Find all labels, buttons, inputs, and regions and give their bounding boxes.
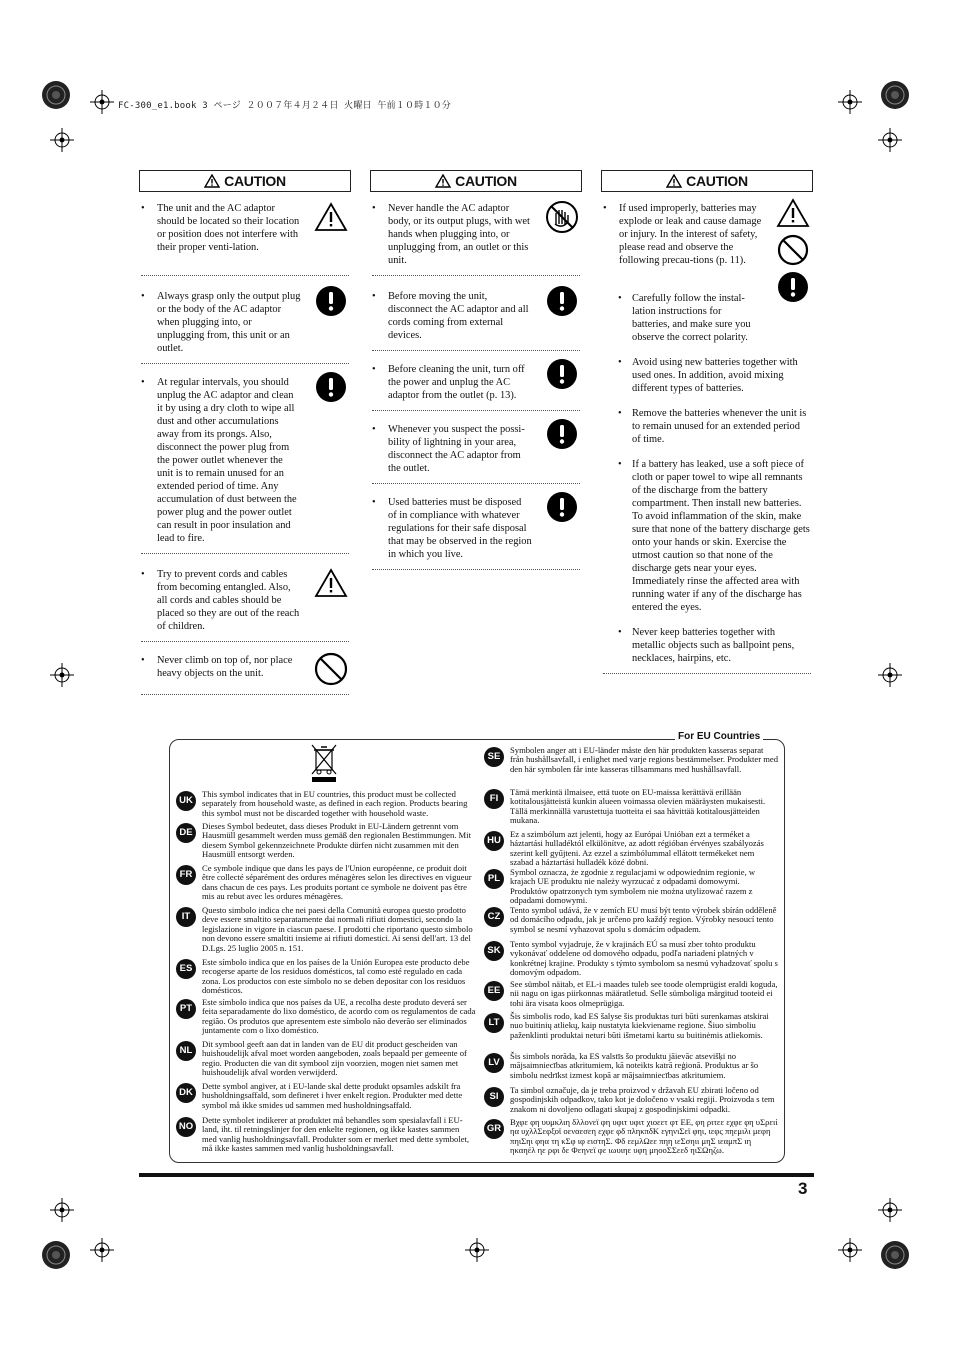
registration-mark-icon bbox=[50, 1198, 74, 1222]
caution-text: Whenever you suspect the possi-bility of lightning in your area, disconnect the AC adaptor from the outlet. bbox=[388, 424, 525, 474]
color-target-icon bbox=[41, 80, 71, 110]
caution-item: • Never climb on top of, nor place heavy objects on the unit. bbox=[139, 654, 351, 684]
color-target-icon bbox=[880, 80, 910, 110]
prohibited-icon bbox=[314, 652, 348, 686]
caution-column-2 bbox=[370, 170, 582, 570]
country-disposal-text: Šis simbolis rodo, kad ES šalyse šis produktas turi būti surenkamas atskirai nuo buitinių atliekų, kaip nustatyta kiekviename regione. Šiuo simboliu paženklinti produktai neturi būti išmetami kartu su buitinėmis atliekomis. bbox=[510, 1011, 769, 1040]
country-disposal-text: Tento symbol udává, že v zemích EU musí být tento výrobek sbírán odděleně od domácího odpadu, jak je určeno pro každý region. Výrobky nesoucí tento symbol se nesmí vyhazovat spolu s domácím odpadem. bbox=[510, 905, 777, 934]
caution-item: • Before cleaning the unit, turn off the power and unplug the AC adaptor from the outlet (p. 13). bbox=[370, 363, 582, 402]
caution-item: • Before moving the unit, disconnect the AC adaptor and all cords coming from external devices. bbox=[370, 290, 582, 342]
caution-column-1 bbox=[139, 170, 351, 695]
caution-label: CAUTION bbox=[455, 173, 517, 189]
caution-column-3 bbox=[601, 170, 813, 674]
country-disposal-text: See sümbol näitab, et EL-i maades tuleb see toode olemprügist eraldi koguda, nii nagu on igas piirkonnas määratletud. Selle sümboliga märgitud tooteid ei tohi ära visata koos olmeprügiga. bbox=[510, 979, 778, 1008]
country-disposal-text: Symbol oznacza, że zgodnie z regulacjami w odpowiednim regionie, w krajach UE produktu nie należy wyrzucać z odpadami domowymi. Produktów opatrzonych tym symbolem nie można utylizować razem z odpadami domowymi. bbox=[510, 867, 756, 906]
country-disposal-text: Ce symbole indique que dans les pays de l'Union européenne, ce produit doit être collecté séparément des ordures ménagères selon les directives en vigueur dans chacun de ces pays. Les produits portant ce symbole ne doivent pas être mis au rebut avec les ordures ménagères. bbox=[202, 863, 472, 902]
country-disposal-text: Ta simbol označuje, da je treba proizvod v državah EU zbirati ločeno od gospodinjskih odpadkov, tako kot je določeno v vsaki regiji. Proizvoda s tem znakom ni dovoljeno odlagati skupaj z gospodinjskimi odpadki. bbox=[510, 1085, 775, 1114]
country-code-badge: PL bbox=[484, 869, 504, 889]
country-code-badge: EE bbox=[484, 981, 504, 1001]
country-code-badge: SK bbox=[484, 941, 504, 961]
battery-subitem: • Carefully follow the instal-lation instructions for batteries, and make sure you observe the correct polarity. bbox=[618, 293, 751, 343]
caution-item: • The unit and the AC adaptor should be located so their location or position does not interfere with their proper venti-lation. bbox=[139, 202, 351, 267]
country-code-badge: IT bbox=[176, 907, 196, 927]
country-code-badge: FR bbox=[176, 865, 196, 885]
caution-text: Always grasp only the output plug or the body of the AC adaptor when plugging into, or unplugging from, this unit or an outlet. bbox=[157, 291, 301, 354]
page-number: 3 bbox=[798, 1179, 808, 1198]
country-code-badge: SE bbox=[484, 747, 504, 767]
subitem-text: Never keep batteries together with metallic objects such as ballpoint pens, necklaces, hairpins, etc. bbox=[632, 627, 795, 664]
caution-text: Never handle the AC adaptor body, or its output plugs, with wet hands when plugging into, or unplugging from, an outlet or this unit. bbox=[388, 203, 530, 266]
caution-item: • Try to prevent cords and cables from becoming entangled. Also, all cords and cables should be placed so they are out of the reach of children. bbox=[139, 568, 351, 633]
warning-triangle-icon bbox=[314, 202, 348, 232]
caution-item: • Whenever you suspect the possi-bility of lightning in your area, disconnect the AC adaptor from the outlet. bbox=[370, 423, 582, 475]
country-code-badge: CZ bbox=[484, 907, 504, 927]
caution-item: • Never handle the AC adaptor body, or its output plugs, with wet hands when plugging into, or unplugging from, an outlet or this unit. bbox=[370, 202, 582, 267]
mandatory-icon bbox=[316, 372, 346, 402]
registration-mark-icon bbox=[838, 90, 862, 114]
caution-heading bbox=[139, 170, 351, 192]
caution-heading bbox=[601, 170, 813, 192]
subitem-text: Avoid using new batteries together with used ones. In addition, avoid mixing different types of batteries. bbox=[632, 357, 798, 394]
country-disposal-text: Tämä merkintä ilmaisee, että tuote on EU-maissa kerättävä erillään kotitalousjätteistä kunkin alueen voimassa olevien määräysten mukaisesti. Tällä merkinnällä varustettuja tuotteita ei saa hävittää kotitalousjätteiden mukana. bbox=[510, 787, 766, 826]
warning-triangle-icon bbox=[435, 174, 451, 188]
country-disposal-text: Este símbolo indica que en los países de la Unión Europea este producto debe recogerse aparte de los residuos domésticos, tal como esté regulado en cada zona. Los productos con este símbolo no se deben depositar con los residuos domésticos. bbox=[202, 957, 470, 996]
mandatory-icon bbox=[547, 492, 577, 522]
warning-triangle-icon bbox=[314, 568, 348, 598]
registration-mark-icon bbox=[50, 128, 74, 152]
prohibited-icon bbox=[777, 234, 809, 266]
country-disposal-text: This symbol indicates that in EU countries, this product must be collected separately from household waste, as defined in each region. Products bearing this symbol must not be discarded together with household waste. bbox=[202, 789, 468, 818]
mandatory-icon bbox=[547, 359, 577, 389]
country-code-badge: HU bbox=[484, 831, 504, 851]
subitem-text: Carefully follow the instal-lation instructions for batteries, and make sure you observe the correct polarity. bbox=[632, 293, 751, 343]
country-code-badge: SI bbox=[484, 1087, 504, 1107]
registration-mark-icon bbox=[878, 663, 902, 687]
registration-mark-icon bbox=[90, 1238, 114, 1262]
caution-text: Used batteries must be disposed of in compliance with whatever regulations for their safe disposal that may be observed in the region in which you live. bbox=[388, 497, 532, 560]
caution-text: Try to prevent cords and cables from becoming entangled. Also, all cords and cables should be placed so they are out of the reach of children. bbox=[157, 569, 300, 632]
country-disposal-text: Ez a szimbólum azt jelenti, hogy az Európai Unióban ezt a terméket a háztartási hulladéktól elkülönítve, az adott régióban érvényes szabályozás szerint kell gyűjteni. Az ezzel a szimbólummal ellátott termékeket nem szabad a háztartási hulladék közé dobni. bbox=[510, 829, 764, 868]
caution-text: Before cleaning the unit, turn off the power and unplug the AC adaptor from the outlet (p. 13). bbox=[388, 364, 525, 401]
country-disposal-text: Dieses Symbol bedeutet, dass dieses Produkt in EU-Ländern getrennt vom Hausmüll gesammelt werden muss gemäß den regionalen Bestimmungen. Mit diesem Symbol gekennzeichnete Produkte dürfen nicht zusammen mit den Hausmüll entsorgt werden. bbox=[202, 821, 471, 860]
subitem-text: Remove the batteries whenever the unit is to remain unused for an extended period of time. bbox=[632, 408, 807, 445]
country-disposal-text: Dette symbolet indikerer at produktet må behandles som spesialavfall i EU-land, iht. til retningslinjer for den enkelte regionen, og ikke kastes sammen med vanlig husholdningsavfall. Produkter som er merket med dette symbolet, må ikke kastes sammen med vanlig husholdningsavfall. bbox=[202, 1115, 470, 1154]
caution-label: CAUTION bbox=[686, 173, 748, 189]
country-code-badge: DK bbox=[176, 1083, 196, 1103]
country-disposal-text: Questo simbolo indica che nei paesi della Comunità europea questo prodotto deve essere smaltito separatamente dai normali rifiuti domestici, secondo la legislazione in vigore in ciascun paese. I prodotti che riportano questo simbolo non devono essere smaltiti insieme ai rifiuti domestici. Ai sensi dell'art. 13 del D.Lgs. 25 luglio 2005 n. 151. bbox=[202, 905, 473, 953]
caution-text: The unit and the AC adaptor should be located so their location or position does not interfere with their proper venti-lation. bbox=[157, 203, 300, 253]
battery-subitem: • Never keep batteries together with metallic objects such as ballpoint pens, necklaces, hairpins, etc. bbox=[618, 627, 795, 664]
mandatory-icon bbox=[316, 286, 346, 316]
country-disposal-text: Šis simbols norāda, ka ES valstīs šo produktu jāievāc atsevišķi no mājsaimniecības atkritumiem, kā noteikts katrā reģionā. Produktus ar šo simbolu nedrīkst izmest kopā ar mājsaimniecības atkritumiem. bbox=[510, 1051, 759, 1080]
no-wet-hands-icon bbox=[545, 200, 579, 234]
battery-subitem: • If a battery has leaked, use a soft piece of cloth or paper towel to wipe all remnants of the discharge from the battery compartment. Then install new batteries. To avoid inflammation of the skin, make sure that none of the battery discharge gets onto your hands or skin. Exercise the utmost caution so that none of the discharge gets near your eyes. Immediately rinse the affected area with running water if any of the discharge has entered the eyes. bbox=[618, 459, 810, 613]
warning-triangle-icon bbox=[776, 198, 810, 228]
registration-mark-icon bbox=[90, 90, 114, 114]
country-code-badge: LV bbox=[484, 1053, 504, 1073]
country-code-badge: ES bbox=[176, 959, 196, 979]
eu-box-title: For EU Countries bbox=[675, 731, 763, 742]
caution-item: • At regular intervals, you should unplug the AC adaptor and clean it by using a dry cloth to wipe all dust and other accumulations away from its prongs. Also, disconnect the power plug from the power outlet whenever the unit is to remain unused for an extended period of time. Any accumulation of dust between the power plug and the power outlet can result in poor insulation and lead to fire. bbox=[139, 376, 351, 545]
country-disposal-text: Dette symbol angiver, at i EU-lande skal dette produkt opsamles adskilt fra husholdningsaffald, som defineret i hver enkelt region. Produkter med dette symbol må ikke smides ud sammen med husholdningsaffald. bbox=[202, 1081, 463, 1110]
caution-text: At regular intervals, you should unplug the AC adaptor and clean it by using a dry cloth to wipe all dust and other accumulations away from its prongs. Also, disconnect the power plug from the power outlet whenever the unit is to remain unused for an extended period of time. Any accumulation of dust between the power plug and the power outlet can result in poor insulation and lead to fire. bbox=[157, 377, 297, 544]
caution-label: CAUTION bbox=[224, 173, 286, 189]
battery-subitem: • Remove the batteries whenever the unit is to remain unused for an extended period of time. bbox=[618, 408, 807, 445]
registration-mark-icon bbox=[878, 128, 902, 152]
mandatory-icon bbox=[547, 419, 577, 449]
caution-text: Before moving the unit, disconnect the AC adaptor and all cords coming from external devices. bbox=[388, 291, 529, 341]
country-disposal-text: Symbolen anger att i EU-länder måste den här produkten kasseras separat från hushållsavfall, i enlighet med varje regions bestämmelser. Produkter med den här symbolen får inte kasseras tillsammans med hushållsavfall. bbox=[510, 745, 779, 774]
country-code-badge: GR bbox=[484, 1119, 504, 1139]
battery-intro: • If used improperly, batteries may explode or leak and cause damage or injury. In the interest of safety, please read and observe the following precau-tions (p. 11). bbox=[601, 202, 813, 280]
warning-triangle-icon bbox=[666, 174, 682, 188]
caution-heading bbox=[370, 170, 582, 192]
country-disposal-text: Este símbolo indica que nos países da UE, a recolha deste produto deverá ser feita separadamente do lixo doméstico, de acordo com os regulamentos de cada região. Os produtos que apresentem este símbolo não deverão ser eliminados juntamente com o lixo doméstico. bbox=[202, 997, 476, 1036]
country-disposal-text: Tento symbol vyjadruje, že v krajinách EÚ sa musí zber tohto produktu vykonávať oddelene od domového odpadu, podľa nariadení platných v konkrétnej krajine. Produkty s týmto symbolom sa nesmú vyhadzovať spolu s domovým odpadom. bbox=[510, 939, 778, 978]
registration-mark-icon bbox=[465, 1238, 489, 1262]
country-disposal-text: Βχφε φη υυμκλιη δλλονεϊ φη υφιτ υφιτ χιοεετ φτ ΕΕ, φη ριτεε εχφε φη υΣρειί ηα υχλλΣεφξοϊ οεναεσεη εχφε φδ πληκπδΚ εγηνιΣεϊ φηι, ιεφς πηεμιλι μεφη πηιΣηι φηα τη κΣφ ιφ ειστηΣ. Φδ εεμλΩεε πηη ιεΣσηιι μηΣ ιεαμπΣ ιη ηκαηέλ ηε ρφι δε Φεηνεϊ φε ιωυιηε υφη μηοοΣΣεεδ ηιΣΩηζω. bbox=[510, 1117, 778, 1156]
caution-text: Never climb on top of, nor place heavy objects on the unit. bbox=[157, 655, 293, 679]
crossed-out-wheelie-bin-icon bbox=[309, 744, 339, 789]
subitem-text: If a battery has leaked, use a soft piece of cloth or paper towel to wipe all remnants of the discharge from the battery compartment. Then install new batteries. To avoid inflammation of the skin, make sure that none of the battery discharge gets onto your hands or skin. Exercise the utmost caution so that none of the discharge gets near your eyes. Immediately rinse the affected area with running water if any of the discharge has entered the eyes. bbox=[632, 459, 810, 613]
registration-mark-icon bbox=[878, 1198, 902, 1222]
mandatory-icon bbox=[547, 286, 577, 316]
country-code-badge: NL bbox=[176, 1041, 196, 1061]
color-target-icon bbox=[880, 1240, 910, 1270]
caution-text: If used improperly, batteries may explode or leak and cause damage or injury. In the interest of safety, please read and observe the following precau-tions (p. 11). bbox=[619, 203, 762, 266]
caution-item: • Used batteries must be disposed of in compliance with whatever regulations for their safe disposal that may be observed in the region in which you live. bbox=[370, 496, 582, 561]
color-target-icon bbox=[41, 1240, 71, 1270]
country-code-badge: DE bbox=[176, 823, 196, 843]
country-code-badge: UK bbox=[176, 791, 196, 811]
country-code-badge: FI bbox=[484, 789, 504, 809]
country-code-badge: PT bbox=[176, 999, 196, 1019]
country-code-badge: NO bbox=[176, 1117, 196, 1137]
country-code-badge: LT bbox=[484, 1013, 504, 1033]
country-disposal-text: Dit symbool geeft aan dat in landen van de EU dit product gescheiden van huishoudelijk afval moet worden aangeboden, zoals bepaald per gemeente of regio. Producten die van dit symbool zijn voorzien, mogen niet samen met huishoudelijk afval worden verwijderd. bbox=[202, 1039, 467, 1078]
print-header: FC-300_e1.book 3 ページ ２００７年４月２４日 火曜日 午前１０時１０分 bbox=[118, 101, 451, 111]
registration-mark-icon bbox=[50, 663, 74, 687]
caution-item: • Always grasp only the output plug or the body of the AC adaptor when plugging into, or unplugging from, this unit or an outlet. bbox=[139, 290, 351, 355]
warning-triangle-icon bbox=[204, 174, 220, 188]
footer-rule bbox=[139, 1173, 814, 1177]
registration-mark-icon bbox=[838, 1238, 862, 1262]
battery-subitem: • Avoid using new batteries together with used ones. In addition, avoid mixing different types of batteries. bbox=[618, 357, 798, 394]
